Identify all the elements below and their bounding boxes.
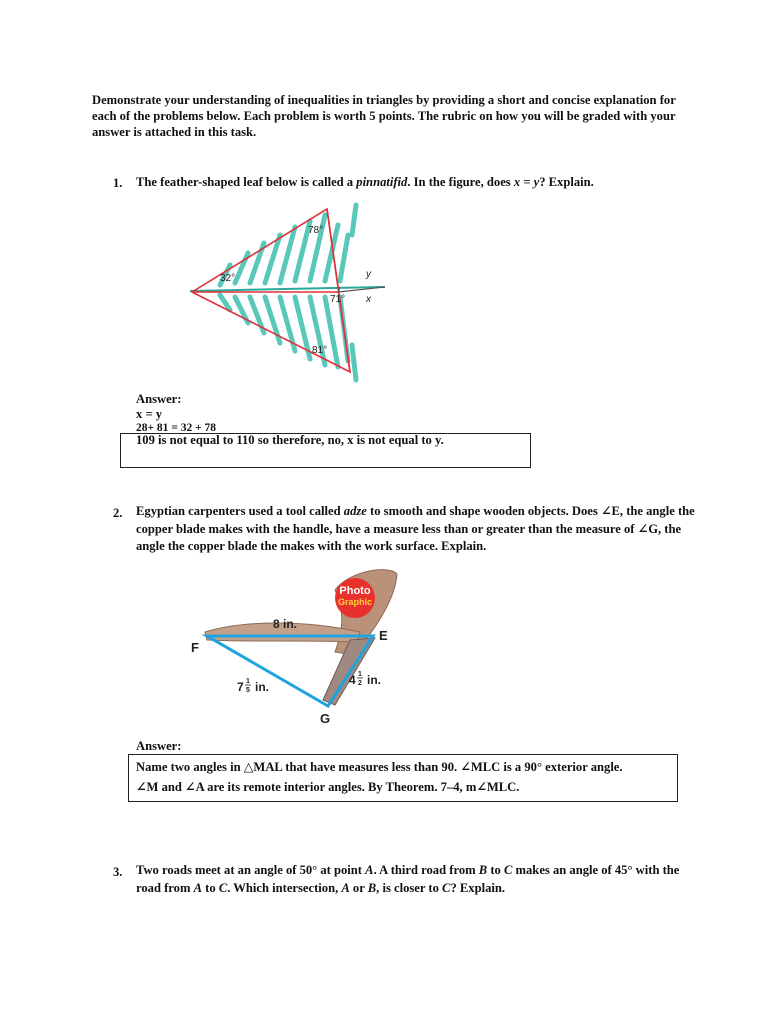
leaf-figure [180, 195, 400, 385]
adze-figure [185, 560, 415, 730]
svg-text:in.: in. [367, 673, 381, 687]
q2-answer-box[interactable] [128, 754, 678, 802]
side-8in: 8 in. [273, 617, 298, 631]
question-2-text: Egyptian carpenters used a tool called adze to smooth and shape wooden objects. Does ∠E, the angle the copper blade makes with the handle, have a measure less than or greater than the measure of ∠G, the angle the copper blade the makes with the work surface. Explain. [136, 504, 695, 553]
svg-text:5: 5 [246, 687, 250, 694]
q2-answer-line-1: Name two angles in △MAL that have measures less than 90. ∠MLC is a 90° exterior angle. [136, 760, 623, 774]
instructions: Demonstrate your understanding of inequalities in triangles by providing a short and concise explanation for each of the problems below. Each problem is worth 5 points. The rubric on how you will be graded with your answer is attached in this task. [92, 93, 676, 139]
watermark-graphic: Graphic [337, 597, 373, 607]
question-3-number: 3. [113, 865, 123, 879]
vertex-e: E [379, 628, 388, 643]
angle-32: 32° [220, 273, 236, 284]
vertex-g: G [320, 711, 331, 726]
q1-answer-label: Answer: [136, 392, 182, 406]
svg-text:1: 1 [246, 678, 250, 685]
angle-78: 78° [308, 225, 324, 236]
vertex-f: F [191, 640, 199, 655]
question-3-text: Two roads meet at an angle of 50° at point A. A third road from B to C makes an angle of 45° with the road from A to C. Which intersection, A or B, is closer to C? Explain. [136, 863, 680, 895]
label-x: x [366, 294, 371, 305]
angle-81: 81° [312, 345, 328, 356]
svg-text:1: 1 [358, 671, 362, 678]
term-pinnatifid: pinnatifid [356, 175, 408, 189]
q1-answer-box[interactable] [120, 433, 531, 468]
svg-text:2: 2 [358, 680, 362, 687]
question-2-number: 2. [113, 506, 123, 520]
q1-answer-line-2: 28+ 81 = 32 + 78 [136, 422, 217, 434]
svg-text:in.: in. [255, 680, 269, 694]
side-right-whole: 4 [349, 673, 356, 687]
q2-answer-label: Answer: [136, 739, 182, 753]
term-adze: adze [343, 504, 367, 518]
watermark-photo: Photo [339, 585, 371, 597]
angle-71: 71° [330, 294, 346, 305]
q2-answer-line-2: ∠M and ∠A are its remote interior angles. By Theorem. 7–4, m∠MLC. [136, 780, 520, 794]
q1-answer-text: 109 is not equal to 110 so therefore, no, x is not equal to y. [136, 433, 444, 447]
question-1-number: 1. [113, 176, 123, 190]
q1-answer-line-1: x = y [136, 407, 163, 421]
question-1-text: The feather-shaped leaf below is called a pinnatifid. In the figure, does x = y? Explain. [136, 175, 594, 189]
side-left-whole: 7 [237, 680, 244, 694]
label-y: y [366, 269, 371, 280]
